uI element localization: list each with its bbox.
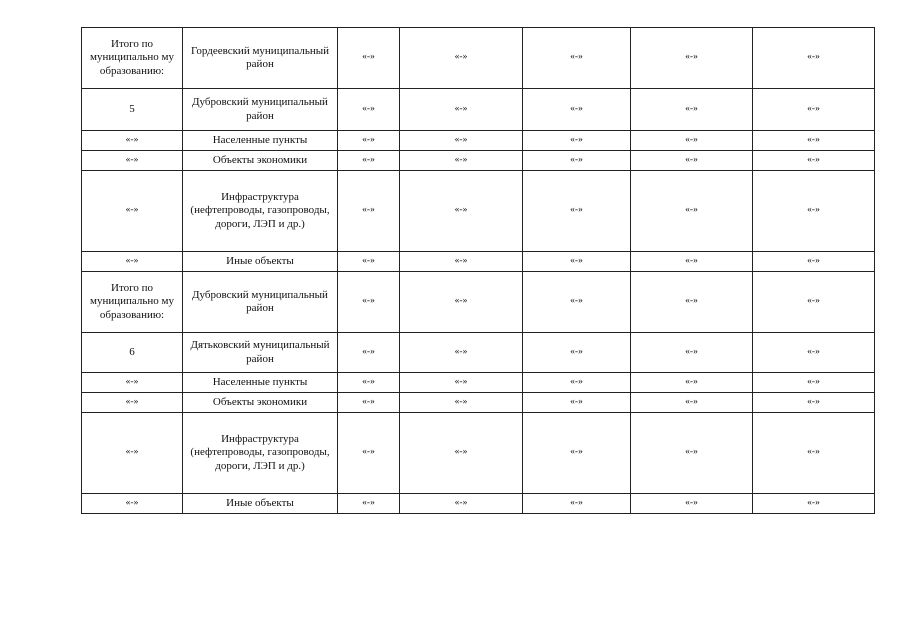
value-cell: «-»: [400, 89, 523, 131]
value-cell: «-»: [523, 333, 631, 373]
value-cell: «-»: [523, 393, 631, 413]
value-cell: «-»: [338, 131, 400, 151]
value-cell: «-»: [523, 89, 631, 131]
table-row: [82, 494, 875, 514]
value-cell: «-»: [753, 373, 875, 393]
value-cell: «-»: [338, 89, 400, 131]
row-number-cell: «-»: [82, 413, 183, 494]
table-row: [82, 131, 875, 151]
table-row: [82, 413, 875, 494]
value-cell: «-»: [400, 393, 523, 413]
value-cell: «-»: [400, 151, 523, 171]
row-number-cell: «-»: [82, 151, 183, 171]
row-number-cell: Итого по муниципально му образованию:: [82, 272, 183, 333]
table-body: [82, 28, 875, 514]
row-number-cell: «-»: [82, 393, 183, 413]
value-cell: «-»: [631, 28, 753, 89]
row-number-cell: 5: [82, 89, 183, 131]
value-cell: «-»: [523, 171, 631, 252]
value-cell: «-»: [400, 252, 523, 272]
object-name-cell: Дубровский муниципальный район: [183, 272, 338, 333]
value-cell: «-»: [338, 28, 400, 89]
value-cell: «-»: [631, 333, 753, 373]
value-cell: «-»: [523, 151, 631, 171]
table-row: [82, 171, 875, 252]
value-cell: «-»: [631, 171, 753, 252]
value-cell: «-»: [753, 151, 875, 171]
table-row: [82, 89, 875, 131]
table-row: [82, 333, 875, 373]
object-name-cell: Дубровский муниципальный район: [183, 89, 338, 131]
value-cell: «-»: [523, 272, 631, 333]
table-row: [82, 28, 875, 89]
value-cell: «-»: [631, 151, 753, 171]
value-cell: «-»: [400, 272, 523, 333]
value-cell: «-»: [753, 393, 875, 413]
object-name-cell: Инфраструктура (нефтепроводы, газопроводы, дороги, ЛЭП и др.): [183, 171, 338, 252]
value-cell: «-»: [338, 413, 400, 494]
value-cell: «-»: [753, 252, 875, 272]
value-cell: «-»: [400, 171, 523, 252]
value-cell: «-»: [338, 272, 400, 333]
value-cell: «-»: [338, 333, 400, 373]
value-cell: «-»: [523, 373, 631, 393]
value-cell: «-»: [338, 373, 400, 393]
row-number-cell: 6: [82, 333, 183, 373]
value-cell: «-»: [338, 494, 400, 514]
value-cell: «-»: [400, 494, 523, 514]
row-number-cell: «-»: [82, 171, 183, 252]
value-cell: «-»: [753, 413, 875, 494]
object-name-cell: Иные объекты: [183, 494, 338, 514]
object-name-cell: Населенные пункты: [183, 373, 338, 393]
value-cell: «-»: [338, 151, 400, 171]
value-cell: «-»: [338, 393, 400, 413]
object-name-cell: Объекты экономики: [183, 151, 338, 171]
value-cell: «-»: [753, 494, 875, 514]
value-cell: «-»: [753, 272, 875, 333]
value-cell: «-»: [523, 28, 631, 89]
object-name-cell: Населенные пункты: [183, 131, 338, 151]
value-cell: «-»: [400, 333, 523, 373]
object-name-cell: Объекты экономики: [183, 393, 338, 413]
value-cell: «-»: [523, 252, 631, 272]
value-cell: «-»: [400, 28, 523, 89]
data-table: [81, 27, 875, 514]
row-number-cell: «-»: [82, 494, 183, 514]
table-row: [82, 393, 875, 413]
value-cell: «-»: [523, 131, 631, 151]
value-cell: «-»: [631, 252, 753, 272]
value-cell: «-»: [400, 373, 523, 393]
row-number-cell: «-»: [82, 131, 183, 151]
value-cell: «-»: [631, 413, 753, 494]
value-cell: «-»: [338, 252, 400, 272]
row-number-cell: Итого по муниципально му образованию:: [82, 28, 183, 89]
value-cell: «-»: [631, 131, 753, 151]
table-row: [82, 272, 875, 333]
value-cell: «-»: [631, 89, 753, 131]
value-cell: «-»: [753, 171, 875, 252]
value-cell: «-»: [753, 333, 875, 373]
object-name-cell: Иные объекты: [183, 252, 338, 272]
value-cell: «-»: [631, 393, 753, 413]
value-cell: «-»: [523, 494, 631, 514]
table-row: [82, 373, 875, 393]
value-cell: «-»: [753, 28, 875, 89]
value-cell: «-»: [753, 131, 875, 151]
table-row: [82, 252, 875, 272]
row-number-cell: «-»: [82, 252, 183, 272]
value-cell: «-»: [631, 494, 753, 514]
value-cell: «-»: [631, 373, 753, 393]
table-row: [82, 151, 875, 171]
value-cell: «-»: [631, 272, 753, 333]
value-cell: «-»: [400, 131, 523, 151]
value-cell: «-»: [523, 413, 631, 494]
value-cell: «-»: [338, 171, 400, 252]
row-number-cell: «-»: [82, 373, 183, 393]
object-name-cell: Гордеевский муниципальный район: [183, 28, 338, 89]
object-name-cell: Инфраструктура (нефтепроводы, газопроводы, дороги, ЛЭП и др.): [183, 413, 338, 494]
value-cell: «-»: [400, 413, 523, 494]
object-name-cell: Дятьковский муниципальный район: [183, 333, 338, 373]
value-cell: «-»: [753, 89, 875, 131]
